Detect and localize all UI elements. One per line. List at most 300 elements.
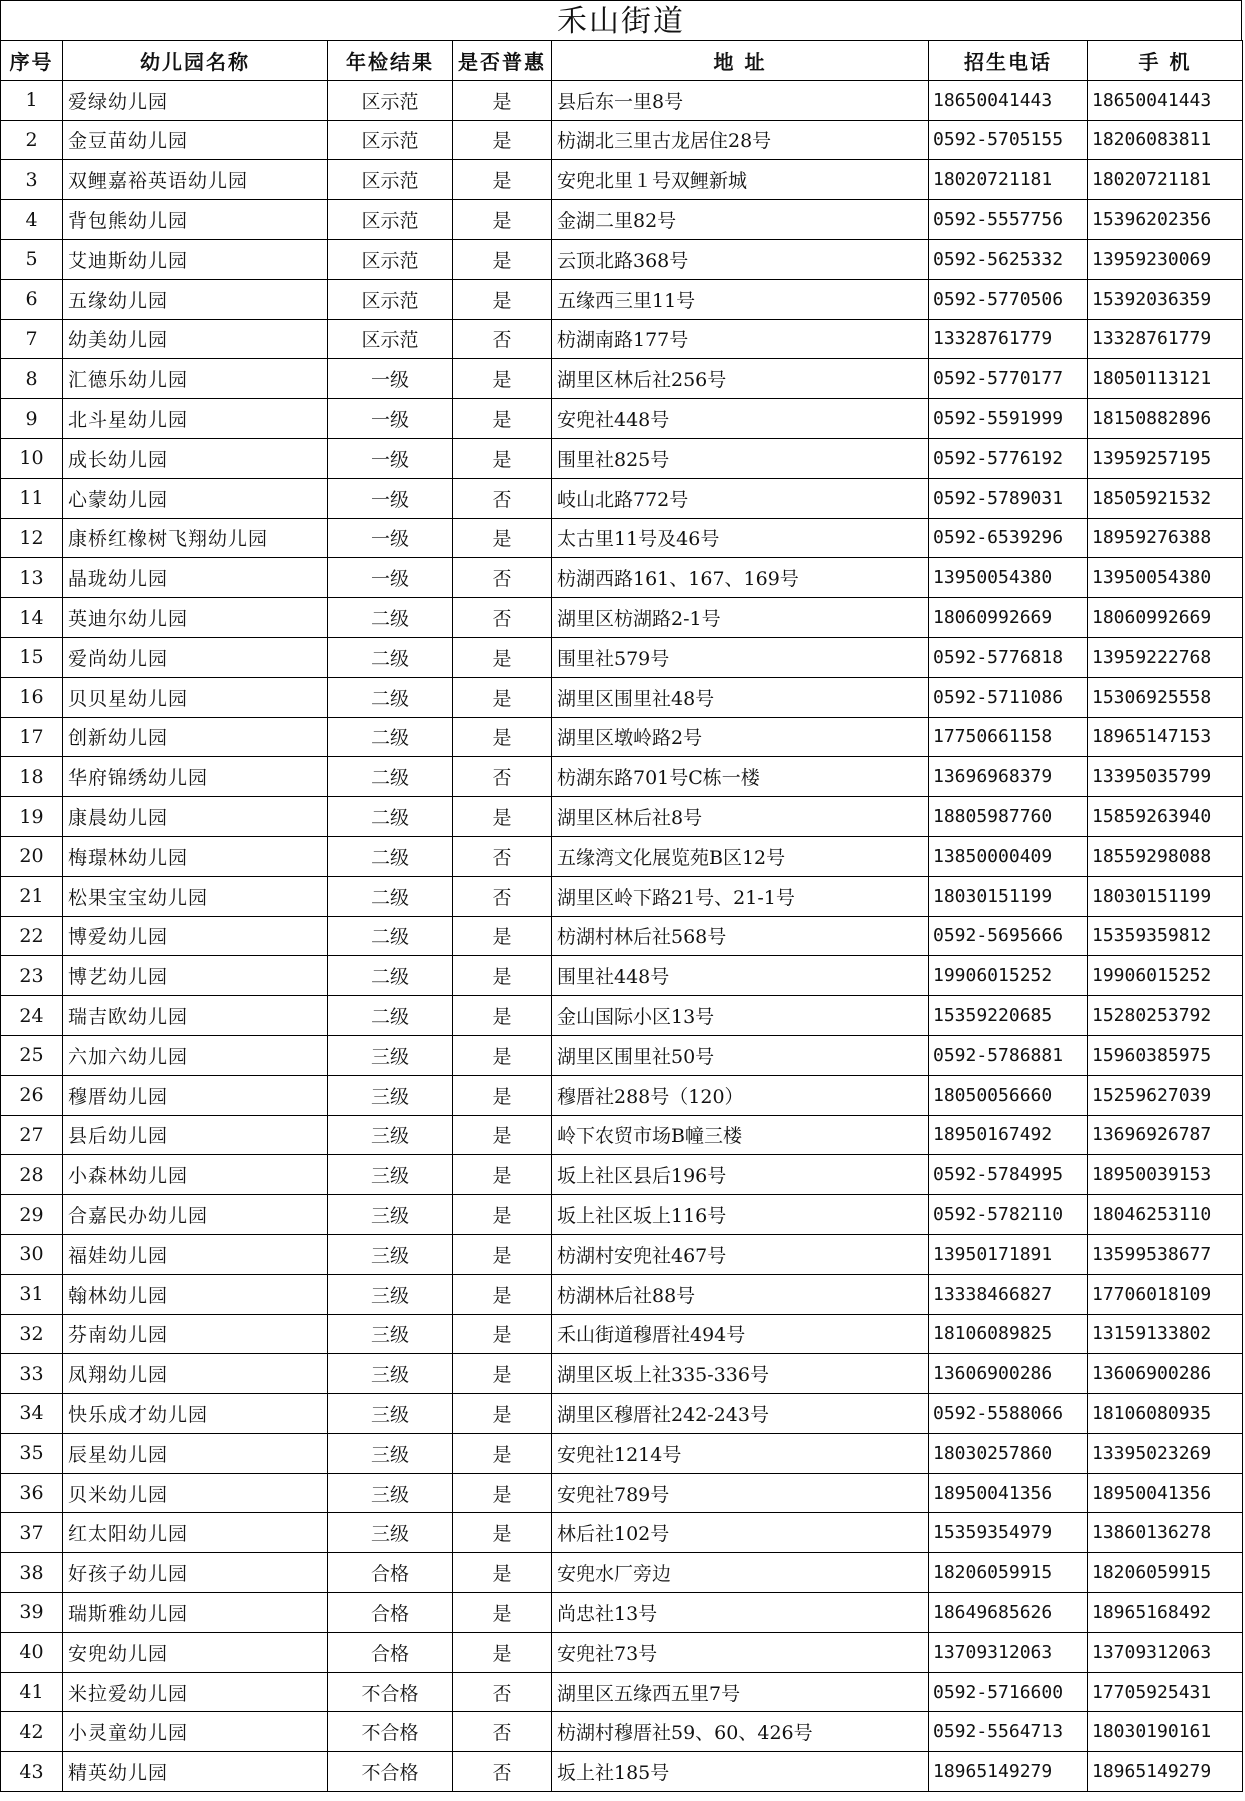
cell-enroll-phone[interactable]: 0592-5695666	[929, 916, 1088, 956]
cell-index[interactable]: 39	[1, 1593, 63, 1633]
cell-address[interactable]: 湖里区墩岭路2号	[552, 717, 929, 757]
cell-index[interactable]: 15	[1, 637, 63, 677]
cell-mobile[interactable]: 19906015252	[1088, 956, 1243, 996]
cell-inclusive[interactable]: 否	[453, 1672, 552, 1712]
cell-enroll-phone[interactable]: 18950041356	[929, 1473, 1088, 1513]
cell-address[interactable]: 枋湖村穆厝社59、60、426号	[552, 1712, 929, 1752]
cell-enroll-phone[interactable]: 18965149279	[929, 1752, 1088, 1792]
cell-index[interactable]: 23	[1, 956, 63, 996]
cell-mobile[interactable]: 13959257195	[1088, 438, 1243, 478]
cell-name[interactable]: 小森林幼儿园	[63, 1155, 328, 1195]
cell-name[interactable]: 小灵童幼儿园	[63, 1712, 328, 1752]
cell-inclusive[interactable]: 是	[453, 80, 552, 120]
cell-inspection[interactable]: 一级	[328, 438, 453, 478]
cell-inspection[interactable]: 合格	[328, 1593, 453, 1633]
cell-inspection[interactable]: 三级	[328, 1195, 453, 1235]
cell-inspection[interactable]: 区示范	[328, 279, 453, 319]
cell-inclusive[interactable]: 否	[453, 598, 552, 638]
cell-inclusive[interactable]: 是	[453, 359, 552, 399]
cell-enroll-phone[interactable]: 0592-5770506	[929, 279, 1088, 319]
cell-index[interactable]: 37	[1, 1513, 63, 1553]
cell-enroll-phone[interactable]: 18030151199	[929, 876, 1088, 916]
cell-name[interactable]: 五缘幼儿园	[63, 279, 328, 319]
cell-address[interactable]: 岭下农贸市场B幢三楼	[552, 1115, 929, 1155]
cell-inspection[interactable]: 区示范	[328, 120, 453, 160]
cell-index[interactable]: 35	[1, 1433, 63, 1473]
cell-name[interactable]: 康桥红橡树飞翔幼儿园	[63, 518, 328, 558]
cell-name[interactable]: 博爱幼儿园	[63, 916, 328, 956]
cell-mobile[interactable]: 18030151199	[1088, 876, 1243, 916]
cell-inclusive[interactable]: 否	[453, 478, 552, 518]
cell-enroll-phone[interactable]: 13950171891	[929, 1234, 1088, 1274]
cell-index[interactable]: 40	[1, 1632, 63, 1672]
cell-index[interactable]: 26	[1, 1075, 63, 1115]
cell-enroll-phone[interactable]: 13950054380	[929, 558, 1088, 598]
cell-index[interactable]: 19	[1, 797, 63, 837]
cell-mobile[interactable]: 18106080935	[1088, 1394, 1243, 1434]
cell-index[interactable]: 14	[1, 598, 63, 638]
cell-address[interactable]: 岐山北路772号	[552, 478, 929, 518]
cell-address[interactable]: 县后东一里8号	[552, 80, 929, 120]
cell-enroll-phone[interactable]: 15359354979	[929, 1513, 1088, 1553]
cell-mobile[interactable]: 15280253792	[1088, 996, 1243, 1036]
cell-inclusive[interactable]: 是	[453, 1075, 552, 1115]
cell-address[interactable]: 禾山街道穆厝社494号	[552, 1314, 929, 1354]
cell-enroll-phone[interactable]: 18649685626	[929, 1593, 1088, 1633]
cell-inspection[interactable]: 合格	[328, 1553, 453, 1593]
cell-inclusive[interactable]: 否	[453, 876, 552, 916]
cell-name[interactable]: 华府锦绣幼儿园	[63, 757, 328, 797]
cell-enroll-phone[interactable]: 18106089825	[929, 1314, 1088, 1354]
cell-name[interactable]: 六加六幼儿园	[63, 1035, 328, 1075]
cell-address[interactable]: 枋湖南路177号	[552, 319, 929, 359]
cell-index[interactable]: 38	[1, 1553, 63, 1593]
cell-index[interactable]: 42	[1, 1712, 63, 1752]
cell-enroll-phone[interactable]: 0592-5591999	[929, 399, 1088, 439]
cell-name[interactable]: 成长幼儿园	[63, 438, 328, 478]
cell-index[interactable]: 34	[1, 1394, 63, 1434]
cell-inclusive[interactable]: 否	[453, 558, 552, 598]
cell-address[interactable]: 枋湖西路161、167、169号	[552, 558, 929, 598]
cell-inspection[interactable]: 区示范	[328, 160, 453, 200]
cell-name[interactable]: 博艺幼儿园	[63, 956, 328, 996]
cell-name[interactable]: 晶珑幼儿园	[63, 558, 328, 598]
cell-address[interactable]: 湖里区围里社48号	[552, 677, 929, 717]
cell-enroll-phone[interactable]: 0592-5705155	[929, 120, 1088, 160]
cell-address[interactable]: 湖里区岭下路21号、21-1号	[552, 876, 929, 916]
cell-inclusive[interactable]: 是	[453, 956, 552, 996]
cell-inspection[interactable]: 二级	[328, 598, 453, 638]
cell-name[interactable]: 县后幼儿园	[63, 1115, 328, 1155]
cell-mobile[interactable]: 13606900286	[1088, 1354, 1243, 1394]
cell-index[interactable]: 4	[1, 200, 63, 240]
cell-inspection[interactable]: 二级	[328, 757, 453, 797]
cell-index[interactable]: 1	[1, 80, 63, 120]
cell-address[interactable]: 枋湖北三里古龙居住28号	[552, 120, 929, 160]
cell-inspection[interactable]: 二级	[328, 677, 453, 717]
cell-inclusive[interactable]: 是	[453, 637, 552, 677]
cell-enroll-phone[interactable]: 18060992669	[929, 598, 1088, 638]
cell-inclusive[interactable]: 是	[453, 438, 552, 478]
cell-index[interactable]: 25	[1, 1035, 63, 1075]
cell-name[interactable]: 松果宝宝幼儿园	[63, 876, 328, 916]
cell-inspection[interactable]: 不合格	[328, 1752, 453, 1792]
cell-inclusive[interactable]: 是	[453, 1155, 552, 1195]
cell-mobile[interactable]: 17705925431	[1088, 1672, 1243, 1712]
cell-inspection[interactable]: 一级	[328, 518, 453, 558]
cell-address[interactable]: 五缘湾文化展览苑B区12号	[552, 836, 929, 876]
cell-address[interactable]: 围里社579号	[552, 637, 929, 677]
cell-inspection[interactable]: 二级	[328, 836, 453, 876]
cell-mobile[interactable]: 18965149279	[1088, 1752, 1243, 1792]
cell-inclusive[interactable]: 是	[453, 677, 552, 717]
cell-index[interactable]: 5	[1, 239, 63, 279]
cell-mobile[interactable]: 13599538677	[1088, 1234, 1243, 1274]
cell-index[interactable]: 29	[1, 1195, 63, 1235]
cell-enroll-phone[interactable]: 0592-5776192	[929, 438, 1088, 478]
cell-index[interactable]: 18	[1, 757, 63, 797]
cell-enroll-phone[interactable]: 13338466827	[929, 1274, 1088, 1314]
cell-name[interactable]: 安兜幼儿园	[63, 1632, 328, 1672]
cell-inspection[interactable]: 三级	[328, 1274, 453, 1314]
cell-mobile[interactable]: 18020721181	[1088, 160, 1243, 200]
cell-inclusive[interactable]: 是	[453, 1433, 552, 1473]
cell-inclusive[interactable]: 是	[453, 1195, 552, 1235]
cell-inspection[interactable]: 三级	[328, 1394, 453, 1434]
cell-address[interactable]: 林后社102号	[552, 1513, 929, 1553]
cell-name[interactable]: 北斗星幼儿园	[63, 399, 328, 439]
cell-inspection[interactable]: 三级	[328, 1433, 453, 1473]
cell-index[interactable]: 3	[1, 160, 63, 200]
cell-enroll-phone[interactable]: 13850000409	[929, 836, 1088, 876]
cell-address[interactable]: 安兜社1214号	[552, 1433, 929, 1473]
cell-enroll-phone[interactable]: 15359220685	[929, 996, 1088, 1036]
cell-inspection[interactable]: 区示范	[328, 239, 453, 279]
cell-inspection[interactable]: 三级	[328, 1473, 453, 1513]
cell-index[interactable]: 7	[1, 319, 63, 359]
cell-mobile[interactable]: 13709312063	[1088, 1632, 1243, 1672]
cell-enroll-phone[interactable]: 0592-5770177	[929, 359, 1088, 399]
cell-enroll-phone[interactable]: 18020721181	[929, 160, 1088, 200]
cell-mobile[interactable]: 13395035799	[1088, 757, 1243, 797]
cell-mobile[interactable]: 13950054380	[1088, 558, 1243, 598]
cell-enroll-phone[interactable]: 0592-6539296	[929, 518, 1088, 558]
cell-name[interactable]: 精英幼儿园	[63, 1752, 328, 1792]
cell-inspection[interactable]: 区示范	[328, 319, 453, 359]
cell-address[interactable]: 湖里区坂上社335-336号	[552, 1354, 929, 1394]
cell-mobile[interactable]: 18950039153	[1088, 1155, 1243, 1195]
cell-name[interactable]: 贝米幼儿园	[63, 1473, 328, 1513]
cell-mobile[interactable]: 18959276388	[1088, 518, 1243, 558]
cell-mobile[interactable]: 18050113121	[1088, 359, 1243, 399]
cell-inclusive[interactable]: 否	[453, 1712, 552, 1752]
cell-address[interactable]: 安兜社73号	[552, 1632, 929, 1672]
cell-enroll-phone[interactable]: 18206059915	[929, 1553, 1088, 1593]
cell-index[interactable]: 12	[1, 518, 63, 558]
cell-address[interactable]: 穆厝社288号（120）	[552, 1075, 929, 1115]
cell-enroll-phone[interactable]: 0592-5625332	[929, 239, 1088, 279]
cell-name[interactable]: 背包熊幼儿园	[63, 200, 328, 240]
cell-index[interactable]: 13	[1, 558, 63, 598]
cell-inspection[interactable]: 一级	[328, 399, 453, 439]
cell-address[interactable]: 坂上社区县后196号	[552, 1155, 929, 1195]
cell-inclusive[interactable]: 是	[453, 797, 552, 837]
cell-address[interactable]: 尚忠社13号	[552, 1593, 929, 1633]
cell-mobile[interactable]: 13696926787	[1088, 1115, 1243, 1155]
cell-address[interactable]: 湖里区穆厝社242-243号	[552, 1394, 929, 1434]
cell-inclusive[interactable]: 是	[453, 518, 552, 558]
cell-address[interactable]: 枋湖村林后社568号	[552, 916, 929, 956]
cell-mobile[interactable]: 15392036359	[1088, 279, 1243, 319]
cell-index[interactable]: 36	[1, 1473, 63, 1513]
cell-index[interactable]: 27	[1, 1115, 63, 1155]
cell-inspection[interactable]: 二级	[328, 637, 453, 677]
cell-inclusive[interactable]: 否	[453, 319, 552, 359]
cell-name[interactable]: 爱尚幼儿园	[63, 637, 328, 677]
cell-enroll-phone[interactable]: 13709312063	[929, 1632, 1088, 1672]
cell-inclusive[interactable]: 是	[453, 120, 552, 160]
cell-index[interactable]: 43	[1, 1752, 63, 1792]
cell-name[interactable]: 英迪尔幼儿园	[63, 598, 328, 638]
cell-enroll-phone[interactable]: 0592-5716600	[929, 1672, 1088, 1712]
cell-inspection[interactable]: 三级	[328, 1155, 453, 1195]
cell-address[interactable]: 枋湖林后社88号	[552, 1274, 929, 1314]
cell-name[interactable]: 瑞斯雅幼儿园	[63, 1593, 328, 1633]
cell-address[interactable]: 枋湖村安兜社467号	[552, 1234, 929, 1274]
cell-enroll-phone[interactable]: 0592-5789031	[929, 478, 1088, 518]
cell-inspection[interactable]: 区示范	[328, 200, 453, 240]
cell-inclusive[interactable]: 是	[453, 1632, 552, 1672]
cell-inclusive[interactable]: 是	[453, 1354, 552, 1394]
cell-inclusive[interactable]: 是	[453, 1314, 552, 1354]
cell-inclusive[interactable]: 是	[453, 916, 552, 956]
cell-mobile[interactable]: 13395023269	[1088, 1433, 1243, 1473]
cell-address[interactable]: 安兜社448号	[552, 399, 929, 439]
cell-enroll-phone[interactable]: 18030257860	[929, 1433, 1088, 1473]
cell-name[interactable]: 康晨幼儿园	[63, 797, 328, 837]
cell-enroll-phone[interactable]: 18950167492	[929, 1115, 1088, 1155]
cell-name[interactable]: 金豆苗幼儿园	[63, 120, 328, 160]
cell-enroll-phone[interactable]: 18650041443	[929, 80, 1088, 120]
cell-mobile[interactable]: 13959230069	[1088, 239, 1243, 279]
cell-index[interactable]: 10	[1, 438, 63, 478]
cell-name[interactable]: 瑞吉欧幼儿园	[63, 996, 328, 1036]
cell-name[interactable]: 红太阳幼儿园	[63, 1513, 328, 1553]
cell-enroll-phone[interactable]: 0592-5564713	[929, 1712, 1088, 1752]
cell-index[interactable]: 22	[1, 916, 63, 956]
cell-inspection[interactable]: 二级	[328, 717, 453, 757]
cell-index[interactable]: 33	[1, 1354, 63, 1394]
cell-inspection[interactable]: 一级	[328, 359, 453, 399]
cell-name[interactable]: 米拉爱幼儿园	[63, 1672, 328, 1712]
cell-inclusive[interactable]: 是	[453, 1234, 552, 1274]
cell-mobile[interactable]: 18206083811	[1088, 120, 1243, 160]
cell-name[interactable]: 贝贝星幼儿园	[63, 677, 328, 717]
cell-mobile[interactable]: 18060992669	[1088, 598, 1243, 638]
cell-inclusive[interactable]: 是	[453, 996, 552, 1036]
cell-enroll-phone[interactable]: 13328761779	[929, 319, 1088, 359]
cell-name[interactable]: 合嘉民办幼儿园	[63, 1195, 328, 1235]
cell-enroll-phone[interactable]: 0592-5557756	[929, 200, 1088, 240]
cell-enroll-phone[interactable]: 0592-5786881	[929, 1035, 1088, 1075]
cell-address[interactable]: 金湖二里82号	[552, 200, 929, 240]
cell-mobile[interactable]: 17706018109	[1088, 1274, 1243, 1314]
cell-mobile[interactable]: 15306925558	[1088, 677, 1243, 717]
cell-index[interactable]: 17	[1, 717, 63, 757]
cell-inclusive[interactable]: 是	[453, 200, 552, 240]
cell-address[interactable]: 湖里区林后社256号	[552, 359, 929, 399]
cell-mobile[interactable]: 18950041356	[1088, 1473, 1243, 1513]
cell-enroll-phone[interactable]: 17750661158	[929, 717, 1088, 757]
cell-inclusive[interactable]: 是	[453, 1473, 552, 1513]
cell-address[interactable]: 五缘西三里11号	[552, 279, 929, 319]
cell-mobile[interactable]: 13328761779	[1088, 319, 1243, 359]
cell-address[interactable]: 坂上社185号	[552, 1752, 929, 1792]
cell-enroll-phone[interactable]: 0592-5784995	[929, 1155, 1088, 1195]
cell-mobile[interactable]: 13860136278	[1088, 1513, 1243, 1553]
cell-address[interactable]: 云顶北路368号	[552, 239, 929, 279]
cell-index[interactable]: 32	[1, 1314, 63, 1354]
cell-name[interactable]: 凤翔幼儿园	[63, 1354, 328, 1394]
cell-name[interactable]: 福娃幼儿园	[63, 1234, 328, 1274]
cell-mobile[interactable]: 18965168492	[1088, 1593, 1243, 1633]
cell-address[interactable]: 湖里区五缘西五里7号	[552, 1672, 929, 1712]
cell-mobile[interactable]: 15960385975	[1088, 1035, 1243, 1075]
cell-name[interactable]: 爱绿幼儿园	[63, 80, 328, 120]
cell-inspection[interactable]: 三级	[328, 1314, 453, 1354]
cell-inspection[interactable]: 二级	[328, 916, 453, 956]
cell-address[interactable]: 太古里11号及46号	[552, 518, 929, 558]
cell-mobile[interactable]: 18206059915	[1088, 1553, 1243, 1593]
cell-index[interactable]: 21	[1, 876, 63, 916]
cell-mobile[interactable]: 18150882896	[1088, 399, 1243, 439]
cell-address[interactable]: 围里社825号	[552, 438, 929, 478]
cell-index[interactable]: 28	[1, 1155, 63, 1195]
cell-index[interactable]: 11	[1, 478, 63, 518]
cell-address[interactable]: 安兜北里１号双鲤新城	[552, 160, 929, 200]
cell-inspection[interactable]: 二级	[328, 876, 453, 916]
cell-inspection[interactable]: 合格	[328, 1632, 453, 1672]
cell-inclusive[interactable]: 是	[453, 160, 552, 200]
cell-index[interactable]: 16	[1, 677, 63, 717]
cell-name[interactable]: 芬南幼儿园	[63, 1314, 328, 1354]
cell-inspection[interactable]: 区示范	[328, 80, 453, 120]
cell-mobile[interactable]: 18965147153	[1088, 717, 1243, 757]
cell-mobile[interactable]: 18030190161	[1088, 1712, 1243, 1752]
cell-name[interactable]: 心蒙幼儿园	[63, 478, 328, 518]
cell-inspection[interactable]: 三级	[328, 1513, 453, 1553]
cell-mobile[interactable]: 18046253110	[1088, 1195, 1243, 1235]
cell-inclusive[interactable]: 是	[453, 279, 552, 319]
cell-name[interactable]: 翰林幼儿园	[63, 1274, 328, 1314]
cell-mobile[interactable]: 13959222768	[1088, 637, 1243, 677]
cell-name[interactable]: 创新幼儿园	[63, 717, 328, 757]
cell-inspection[interactable]: 三级	[328, 1234, 453, 1274]
cell-mobile[interactable]: 15859263940	[1088, 797, 1243, 837]
cell-enroll-phone[interactable]: 0592-5588066	[929, 1394, 1088, 1434]
cell-inspection[interactable]: 三级	[328, 1075, 453, 1115]
cell-enroll-phone[interactable]: 13606900286	[929, 1354, 1088, 1394]
cell-enroll-phone[interactable]: 18050056660	[929, 1075, 1088, 1115]
cell-name[interactable]: 穆厝幼儿园	[63, 1075, 328, 1115]
cell-inclusive[interactable]: 是	[453, 1274, 552, 1314]
cell-inspection[interactable]: 不合格	[328, 1712, 453, 1752]
cell-name[interactable]: 幼美幼儿园	[63, 319, 328, 359]
cell-enroll-phone[interactable]: 0592-5782110	[929, 1195, 1088, 1235]
cell-inclusive[interactable]: 否	[453, 757, 552, 797]
cell-inspection[interactable]: 一级	[328, 558, 453, 598]
cell-mobile[interactable]: 18559298088	[1088, 836, 1243, 876]
cell-inspection[interactable]: 二级	[328, 956, 453, 996]
cell-enroll-phone[interactable]: 13696968379	[929, 757, 1088, 797]
cell-inclusive[interactable]: 否	[453, 1752, 552, 1792]
cell-inclusive[interactable]: 是	[453, 1035, 552, 1075]
cell-name[interactable]: 艾迪斯幼儿园	[63, 239, 328, 279]
cell-address[interactable]: 安兜社789号	[552, 1473, 929, 1513]
cell-mobile[interactable]: 15396202356	[1088, 200, 1243, 240]
cell-inclusive[interactable]: 是	[453, 717, 552, 757]
cell-inclusive[interactable]: 是	[453, 1593, 552, 1633]
cell-address[interactable]: 湖里区围里社50号	[552, 1035, 929, 1075]
cell-address[interactable]: 安兜水厂旁边	[552, 1553, 929, 1593]
cell-mobile[interactable]: 18650041443	[1088, 80, 1243, 120]
cell-inclusive[interactable]: 是	[453, 239, 552, 279]
cell-address[interactable]: 湖里区枋湖路2-1号	[552, 598, 929, 638]
cell-inspection[interactable]: 二级	[328, 797, 453, 837]
cell-mobile[interactable]: 15259627039	[1088, 1075, 1243, 1115]
cell-enroll-phone[interactable]: 0592-5711086	[929, 677, 1088, 717]
cell-index[interactable]: 31	[1, 1274, 63, 1314]
cell-inspection[interactable]: 三级	[328, 1115, 453, 1155]
cell-index[interactable]: 41	[1, 1672, 63, 1712]
cell-address[interactable]: 围里社448号	[552, 956, 929, 996]
cell-name[interactable]: 好孩子幼儿园	[63, 1553, 328, 1593]
cell-inclusive[interactable]: 是	[453, 1553, 552, 1593]
cell-inspection[interactable]: 三级	[328, 1354, 453, 1394]
cell-index[interactable]: 2	[1, 120, 63, 160]
cell-index[interactable]: 6	[1, 279, 63, 319]
cell-name[interactable]: 快乐成才幼儿园	[63, 1394, 328, 1434]
cell-address[interactable]: 金山国际小区13号	[552, 996, 929, 1036]
cell-address[interactable]: 坂上社区坂上116号	[552, 1195, 929, 1235]
cell-inclusive[interactable]: 是	[453, 399, 552, 439]
cell-address[interactable]: 湖里区林后社8号	[552, 797, 929, 837]
cell-name[interactable]: 汇德乐幼儿园	[63, 359, 328, 399]
cell-mobile[interactable]: 13159133802	[1088, 1314, 1243, 1354]
cell-name[interactable]: 辰星幼儿园	[63, 1433, 328, 1473]
cell-inclusive[interactable]: 是	[453, 1115, 552, 1155]
cell-index[interactable]: 24	[1, 996, 63, 1036]
cell-index[interactable]: 9	[1, 399, 63, 439]
cell-mobile[interactable]: 15359359812	[1088, 916, 1243, 956]
cell-enroll-phone[interactable]: 19906015252	[929, 956, 1088, 996]
cell-enroll-phone[interactable]: 18805987760	[929, 797, 1088, 837]
cell-inspection[interactable]: 不合格	[328, 1672, 453, 1712]
cell-index[interactable]: 30	[1, 1234, 63, 1274]
cell-inclusive[interactable]: 是	[453, 1513, 552, 1553]
cell-mobile[interactable]: 18505921532	[1088, 478, 1243, 518]
cell-inspection[interactable]: 二级	[328, 996, 453, 1036]
cell-inclusive[interactable]: 否	[453, 836, 552, 876]
cell-inclusive[interactable]: 是	[453, 1394, 552, 1434]
cell-name[interactable]: 梅璟林幼儿园	[63, 836, 328, 876]
cell-address[interactable]: 枋湖东路701号C栋一楼	[552, 757, 929, 797]
cell-index[interactable]: 20	[1, 836, 63, 876]
cell-name[interactable]: 双鲤嘉裕英语幼儿园	[63, 160, 328, 200]
cell-inspection[interactable]: 三级	[328, 1035, 453, 1075]
cell-enroll-phone[interactable]: 0592-5776818	[929, 637, 1088, 677]
cell-index[interactable]: 8	[1, 359, 63, 399]
